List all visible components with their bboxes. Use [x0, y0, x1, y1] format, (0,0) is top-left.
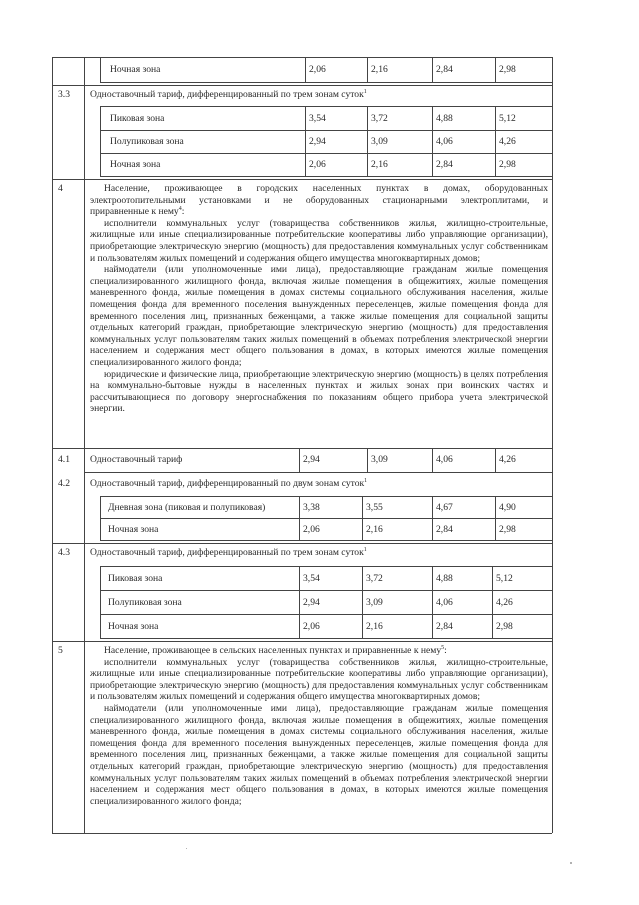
tariff-value: 2,06	[303, 524, 320, 535]
category-description: Население, проживающее в сельских населенных пунктах и приравненные к нему$^5$: исполнители коммунальных услуг (товарищества собственников жилья, жилищно-строительные, жилищные или иные специализированные потребительские кооперативы либо управляющие организации), приобретающие электрическую энергию (мощность) для предоставления коммунальных услуг собственникам и пользователям жилых помещений и содержания общего имущества многоквартирных домов; наймодатели (или уполномоченные ими лица), предоставляющие гражданам жилые помещения специализированного жилищного фонда, включая жилые помещения в общежитиях, жилые помещения маневренного фонда, жилые помещения в домах системы социального обслуживания населения, жилые помещения фонда для временного поселения вынужденных переселенцев, жилые помещения фонда для временного поселения лиц, признанных беженцами, а также жилые помещения для социальной защиты отдельных категорий граждан, приобретающие электрическую энергию (мощность) для предоставления коммунальных услуг пользователям таких жилых помещений в объемах потребления электрической энергии населением и содержания мест общего пользования в домах, в которых имеются жилые помещения специализированного жилого фонда;	[90, 644, 548, 807]
table-bottom-border	[52, 833, 552, 834]
tariff-value: 3,09	[371, 454, 388, 465]
tariff-value: 4,06	[436, 136, 453, 147]
tariff-title: Одноставочный тариф, дифференцированный по трем зонам суток$^1$	[90, 546, 367, 558]
row-number: 4	[58, 183, 63, 194]
tariff-value: 2,98	[496, 621, 513, 632]
tariff-value: 4,26	[499, 454, 516, 465]
tariff-value: 2,06	[303, 621, 320, 632]
tariff-value: 2,94	[303, 454, 320, 465]
tariff-value: 2,98	[499, 64, 516, 75]
tariff-value: 3,09	[366, 597, 383, 608]
number-column-divider	[84, 57, 85, 833]
table-right-border	[552, 57, 553, 833]
tariff-value: 5,12	[496, 573, 513, 584]
table-left-border	[52, 57, 53, 833]
tariff-value: 3,72	[366, 573, 383, 584]
tariff-value: 5,12	[499, 113, 516, 124]
row-number: 5	[58, 645, 63, 656]
tariff-value: 2,06	[309, 64, 326, 75]
tariff-value: 2,84	[436, 621, 453, 632]
tariff-value: 4,88	[436, 573, 453, 584]
tariff-value: 4,88	[436, 113, 453, 124]
tariff-value: 2,98	[499, 159, 516, 170]
tariff-value: 2,16	[366, 621, 383, 632]
row-number: 3.3	[58, 89, 70, 100]
tariff-value: 4,67	[436, 502, 453, 513]
row-number: 4.2	[58, 478, 70, 489]
tariff-value: 2,84	[436, 159, 453, 170]
table-top-border	[52, 57, 552, 58]
tariff-value: 2,16	[371, 159, 388, 170]
tariff-title: Одноставочный тариф	[90, 454, 183, 465]
category-description: Население, проживающее в городских населенных пунктах в домах, оборудованных электроотопительными установками и не оборудованных стационарными электроплитами, и приравненные к нему$^4$: исполнители коммунальных услуг (товарищества собственников жилья, жилищно-строительные, жилищные или иные специализированные потребительские кооперативы либо управляющие организации), приобретающие электрическую энергию (мощность) для предоставления коммунальных услуг собственникам и пользователям жилых помещений и содержания общего имущества многоквартирных домов; наймодатели (или уполномоченные ими лица), предоставляющие гражданам жилые помещения специализированного жилищного фонда, включая жилые помещения в общежитиях, жилые помещения маневренного фонда, жилые помещения в домах системы социального обслуживания населения, жилые помещения фонда для временного поселения вынужденных переселенцев, жилые помещения фонда для временного поселения лиц, признанных беженцами, а также жилые помещения для социальной защиты отдельных категорий граждан, приобретающие электрическую энергию (мощность) для предоставления коммунальных услуг пользователям таких жилых помещений в объемах потребления электрической энергии населением и содержания мест общего пользования в домах, в которых имеются жилые помещения специализированного жилого фонда; юридические и физические лица, приобретающие электрическую энергию (мощность) в целях потребления на коммунально-бытовые нужды в населенных пунктах и жилых зонах при воинских частях и рассчитывающиеся по договору энергоснабжения по показаниям общего прибора учета электрической энергии.	[90, 183, 548, 415]
tariff-title: Одноставочный тариф, дифференцированный по трем зонам суток$^1$	[90, 88, 367, 100]
tariff-value: 2,06	[309, 159, 326, 170]
row-number: 4.3	[58, 547, 70, 558]
tariff-value: 3,72	[371, 113, 388, 124]
tariff-value: 3,54	[309, 113, 326, 124]
tariff-value: 4,90	[499, 502, 516, 513]
tariff-value: 2,84	[436, 524, 453, 535]
tariff-value: 4,06	[436, 454, 453, 465]
tariff-value: 2,94	[303, 597, 320, 608]
tariff-value: 2,16	[371, 64, 388, 75]
tariff-value: 4,06	[436, 597, 453, 608]
tariff-value: 2,94	[309, 136, 326, 147]
half-peak-zone-label: Полупиковая зона	[108, 597, 182, 608]
day-zone-label: Дневная зона (пиковая и полупиковая)	[108, 502, 266, 513]
peak-zone-label: Пиковая зона	[108, 573, 163, 584]
night-zone-label: Ночная зона	[108, 621, 159, 632]
night-zone-label: Ночная зона	[110, 64, 161, 75]
tariff-value: 3,38	[303, 502, 320, 513]
tariff-value: 2,98	[499, 524, 516, 535]
row-number: 4.1	[58, 454, 70, 465]
peak-zone-label: Пиковая зона	[110, 113, 165, 124]
tariff-value: 3,55	[366, 502, 383, 513]
scan-speck	[186, 848, 187, 849]
half-peak-zone-label: Полупиковая зона	[110, 136, 184, 147]
tariff-value: 2,84	[436, 64, 453, 75]
tariff-value: 2,16	[366, 524, 383, 535]
tariff-value: 3,54	[303, 573, 320, 584]
night-zone-label: Ночная зона	[108, 524, 159, 535]
scan-speck	[570, 862, 572, 864]
tariff-value: 3,09	[371, 136, 388, 147]
tariff-value: 4,26	[496, 597, 513, 608]
tariff-value: 4,26	[499, 136, 516, 147]
night-zone-label: Ночная зона	[110, 159, 161, 170]
tariff-title: Одноставочный тариф, дифференцированный по двум зонам суток$^1$	[90, 477, 368, 489]
